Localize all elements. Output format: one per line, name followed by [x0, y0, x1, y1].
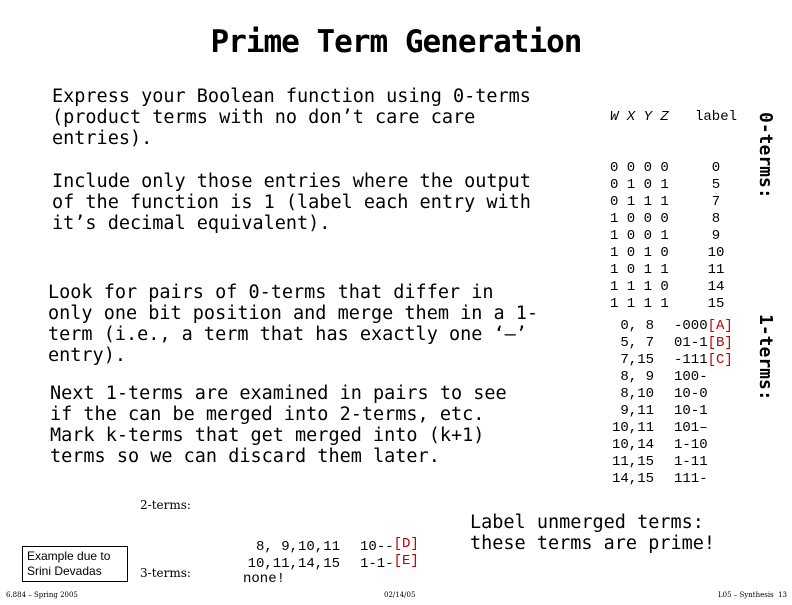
one-terms-side-label: 1-terms: [755, 314, 776, 401]
paragraph-unmerged: Label unmerged terms: these terms are prime! [470, 512, 716, 554]
one-term-pair: 14,15 [611, 471, 654, 487]
two-term-group: 8, 9,10,11 [255, 539, 340, 555]
one-term-value: 101– [674, 420, 708, 436]
zero-term-bits: 1 0 0 1 [610, 228, 669, 244]
two-term-group: 10,11,14,15 [247, 556, 340, 572]
two-term-row [234, 536, 419, 556]
page-title: Prime Term Generation [210, 24, 582, 60]
zero-term-label: 9 [711, 228, 721, 244]
two-term-value: 10-- [360, 539, 394, 555]
zero-terms-var-header: W X Y Z [610, 109, 669, 125]
one-term-pair: 7,15 [620, 352, 654, 368]
zero-term-label: 5 [711, 177, 721, 193]
zero-terms-header [610, 109, 746, 126]
one-term-pair: 10,11 [611, 420, 654, 436]
one-term-row [600, 471, 733, 488]
one-term-value: -000 [674, 318, 708, 334]
paragraph-pairs: Look for pairs of 0-terms that differ in only one bit position and merge them in a 1-term (i.e., a term that has exactly one ‘–’ entry). [48, 282, 539, 366]
one-term-pair: 0, 8 [620, 318, 654, 334]
one-term-row [600, 403, 733, 420]
paragraph-next: Next 1-terms are examined in pairs to see if the can be merged into 2-terms, etc. Mark k-terms that get merged into (k+1) terms so we can discard them later. [50, 383, 507, 467]
one-term-value: 1-11 [674, 454, 708, 470]
one-term-value: 01-1 [674, 335, 708, 351]
footer-date: 02/14/05 [384, 591, 416, 599]
one-term-value: 10-1 [674, 403, 708, 419]
two-term-value: 1-1- [360, 556, 394, 572]
zero-term-row [610, 194, 746, 211]
one-term-row [600, 386, 733, 403]
three-terms-label: 3-terms: [140, 566, 191, 580]
zero-term-label: 11 [707, 262, 725, 278]
footer-lecture: L05 – Synthesis 13 [718, 591, 788, 599]
paragraph-include: Include only those entries where the output of the function is 1 (label each entry with it’s decimal equivalent). [52, 171, 531, 234]
one-term-row [600, 369, 733, 386]
one-term-value: 100- [674, 369, 708, 385]
zero-term-bits: 0 1 0 1 [610, 177, 669, 193]
zero-term-bits: 1 0 1 0 [610, 245, 669, 261]
zero-terms-side-label: 0-terms: [755, 112, 776, 199]
zero-term-label: 10 [707, 245, 725, 261]
zero-term-label: 8 [711, 211, 721, 227]
two-terms-label: 2-terms: [140, 498, 191, 512]
one-term-pair: 5, 7 [620, 335, 654, 351]
paragraph-express: Express your Boolean function using 0-terms (product terms with no don’t care care entries). [52, 86, 531, 149]
one-term-row [600, 420, 733, 437]
zero-term-row [610, 160, 746, 177]
zero-term-bits: 0 0 0 0 [610, 160, 669, 176]
zero-term-row [610, 177, 746, 194]
one-term-pair: 9,11 [620, 403, 654, 419]
one-term-pair: 10,14 [611, 437, 654, 453]
one-term-row [600, 318, 733, 335]
one-term-row [600, 335, 733, 352]
one-terms-table [600, 284, 733, 505]
one-term-pair: 11,15 [611, 454, 654, 470]
zero-term-bits: 1 1 1 1 [610, 296, 669, 312]
zero-term-row [610, 245, 746, 262]
zero-term-label: 15 [707, 296, 725, 312]
one-term-value: 1-10 [674, 437, 708, 453]
zero-term-row [610, 211, 746, 228]
one-term-value: 111- [674, 471, 708, 487]
one-term-tag: [A] [707, 318, 733, 334]
zero-term-row [610, 262, 746, 279]
two-term-tag: [E] [393, 553, 419, 569]
zero-term-bits: 1 0 0 0 [610, 211, 669, 227]
one-term-row [600, 437, 733, 454]
one-term-value: 10-0 [674, 386, 708, 402]
zero-terms-label-header: label [694, 109, 737, 125]
three-terms-value: none! [243, 571, 286, 587]
one-term-pair: 8, 9 [620, 369, 654, 385]
zero-term-bits: 1 0 1 1 [610, 262, 669, 278]
one-term-tag: [C] [707, 352, 733, 368]
zero-term-bits: 1 1 1 0 [610, 279, 669, 295]
one-term-row [600, 352, 733, 369]
zero-term-label: 14 [707, 279, 725, 295]
one-term-tag: [B] [707, 335, 733, 351]
zero-term-bits: 0 1 1 1 [610, 194, 669, 210]
zero-term-row [610, 228, 746, 245]
one-term-value: -111 [674, 352, 708, 368]
credit-box: Example due to Srini Devadas [22, 546, 128, 582]
two-term-tag: [D] [393, 536, 419, 552]
zero-term-label: 7 [711, 194, 721, 210]
footer-course: 6.884 – Spring 2005 [6, 591, 78, 599]
one-term-pair: 8,10 [620, 386, 654, 402]
zero-term-label: 0 [711, 160, 721, 176]
one-term-row [600, 454, 733, 471]
